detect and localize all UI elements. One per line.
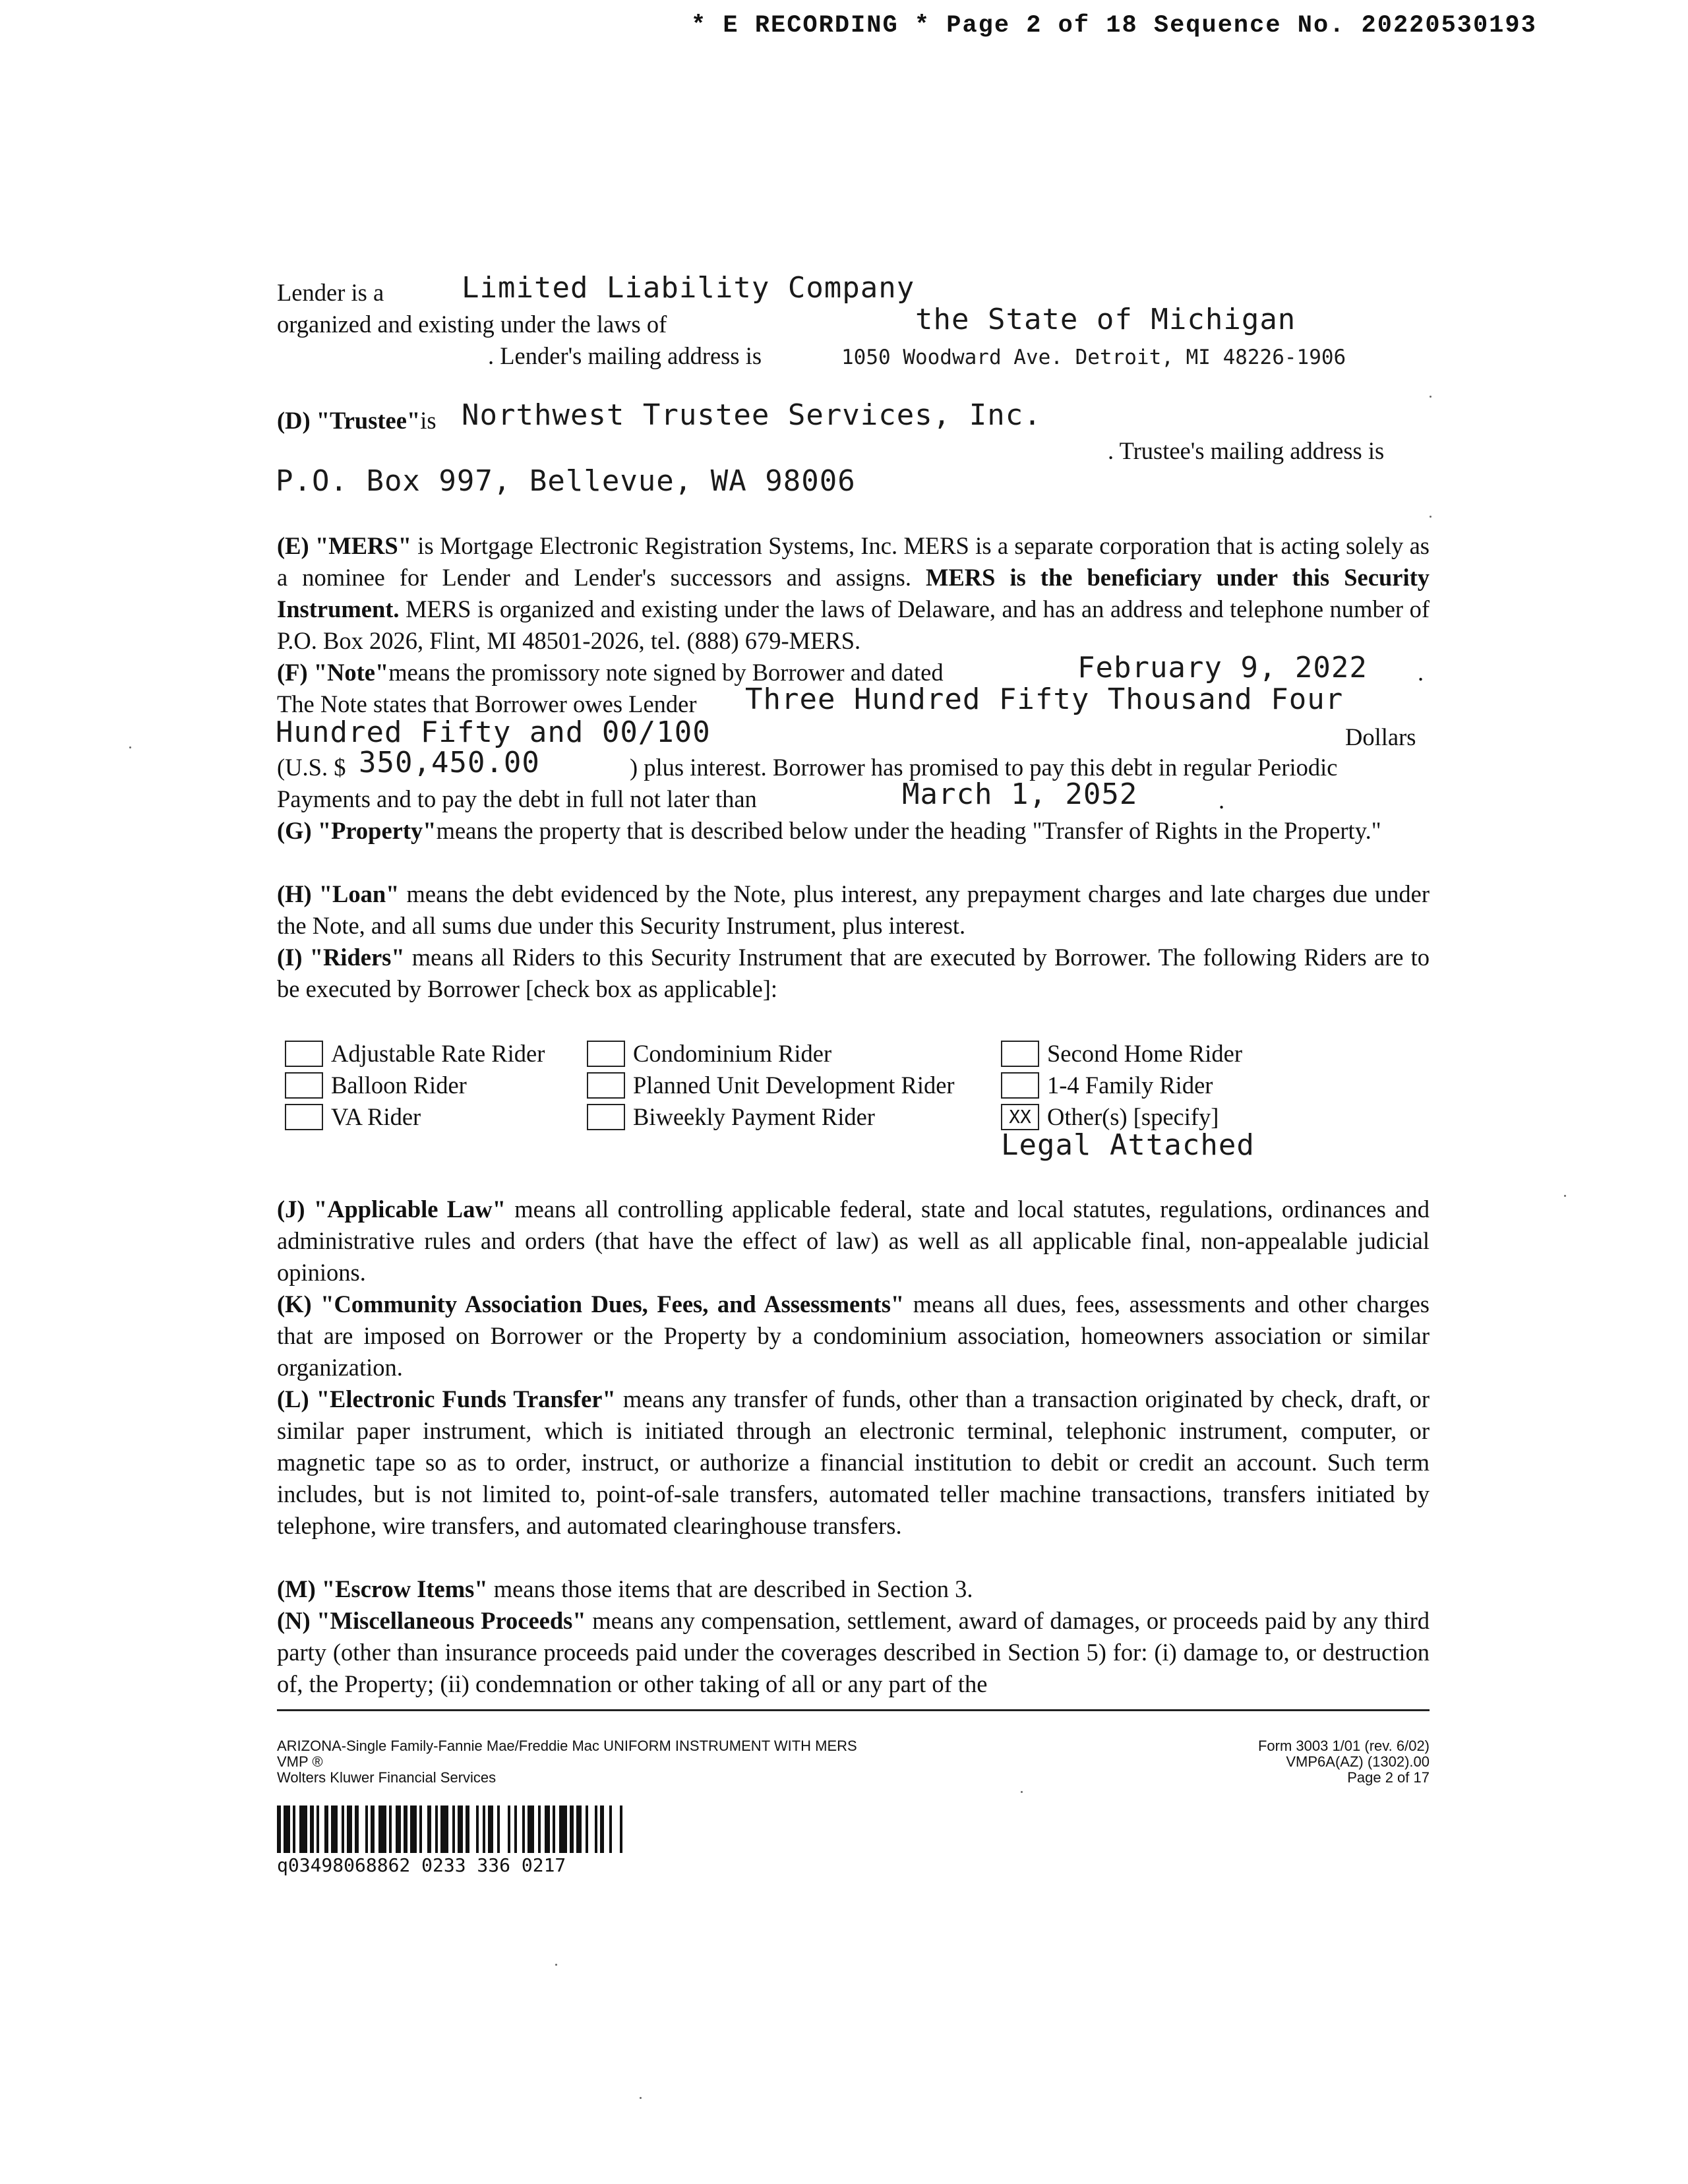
riders-text: means all Riders to this Security Instrument that are executed by Borrower. The following Riders are to be executed by Borrower [check box as applicable]: (277, 944, 1430, 1002)
checkbox[interactable] (587, 1041, 625, 1067)
applicable-law-prefix: (J) (277, 1196, 314, 1223)
scan-speck (640, 2097, 642, 2099)
riders-paragraph (277, 942, 1430, 1005)
note-amount-words-2: Hundred Fifty and 00/100 (276, 715, 711, 749)
rider-label: Adjustable Rate Rider (331, 1040, 545, 1067)
footer-form-number: Form 3003 1/01 (rev. 6/02) (1257, 1738, 1430, 1754)
checkbox[interactable] (587, 1104, 625, 1130)
trustee-name: Northwest Trustee Services, Inc. (462, 398, 1042, 432)
barcode-bar (497, 1805, 500, 1853)
misc-text: means any compensation, settlement, award of damages, or proceeds paid by any third party (other than insurance proceeds paid under the coverages described in Section 5) for: (i) damage to, or destruction of, the Property; (ii) condemnation or other taking of all or any part of the (277, 1607, 1430, 1697)
barcode-bar (559, 1805, 567, 1853)
barcode-bar (435, 1805, 438, 1853)
community-paragraph (277, 1289, 1430, 1383)
barcode-bar (299, 1805, 307, 1853)
rider-label: VA Rider (331, 1103, 421, 1130)
lender-mailing-address: 1050 Woodward Ave. Detroit, MI 48226-1906 (841, 346, 1346, 369)
barcode-bar (396, 1805, 401, 1853)
rider-label: Other(s) [specify] (1047, 1103, 1219, 1130)
footer-left (277, 1738, 857, 1786)
rider-va (285, 1101, 545, 1133)
barcode (277, 1805, 725, 1853)
rider-1-4-family (1001, 1070, 1242, 1101)
mers-bold-text: MERS is the beneficiary under this Security Instrument. (277, 564, 1430, 622)
barcode-bar (365, 1805, 368, 1853)
barcode-bar (538, 1805, 541, 1853)
mers-paragraph (277, 530, 1430, 657)
barcode-bar (355, 1805, 359, 1853)
note-payments-label: Payments and to pay the debt in full not later than (277, 785, 757, 812)
note-prefix: (F) (277, 659, 314, 686)
community-text: means all dues, fees, assessments and other charges that are imposed on Borrower or the Property by a condominium association, homeowners association or similar organization. (277, 1290, 1430, 1381)
barcode-bar (528, 1805, 534, 1853)
barcode-bar (277, 1805, 281, 1853)
trustee-line (277, 405, 437, 437)
trustee-prefix: (D) (277, 407, 316, 434)
barcode-bar (284, 1805, 290, 1853)
footer-page-number: Page 2 of 17 (1347, 1769, 1430, 1786)
eft-paragraph (277, 1383, 1430, 1542)
rider-condominium (587, 1038, 955, 1070)
note-amount-words-1: Three Hundred Fifty Thousand Four (745, 682, 1344, 716)
barcode-bar (371, 1805, 375, 1853)
property-text: means the property that is described below under the heading "Transfer of Rights in the Property." (436, 817, 1381, 844)
misc-paragraph (277, 1605, 1430, 1700)
barcode-bar (600, 1805, 604, 1853)
escrow-term: "Escrow Items" (321, 1575, 488, 1602)
note-interest-label: ) plus interest. Borrower has promised to pay this debt in regular Periodic (630, 754, 1338, 781)
applicable-law-term: "Applicable Law" (313, 1196, 506, 1223)
barcode-bar (620, 1805, 622, 1853)
barcode-bar (310, 1805, 314, 1853)
rider-adjustable-rate (285, 1038, 545, 1070)
footer-rule (277, 1709, 1430, 1711)
barcode-bar (466, 1805, 469, 1853)
checkbox[interactable] (285, 1072, 323, 1099)
barcode-bar (347, 1805, 352, 1853)
riders-col-2 (587, 1038, 955, 1133)
checkbox[interactable] (587, 1072, 625, 1099)
barcode-text: q03498068862 0233 336 0217 (277, 1854, 566, 1876)
rider-pud (587, 1070, 955, 1101)
applicable-law-text: means all controlling applicable federal, state and local statutes, regulations, ordinances and administrative rules and orders (that have the effect of law) as well as all applicable final, non-appealable judicial opinions. (277, 1196, 1430, 1286)
property-paragraph (277, 815, 1430, 847)
barcode-bar (458, 1805, 463, 1853)
lender-state: the State of Michigan (915, 303, 1296, 336)
note-date-period: . (1418, 659, 1424, 686)
recording-header: * E RECORDING * Page 2 of 18 Sequence No. 20220530193 (691, 12, 1537, 40)
barcode-bar (410, 1805, 417, 1853)
escrow-prefix: (M) (277, 1575, 322, 1602)
footer-form-title: ARIZONA-Single Family-Fannie Mae/Freddie Mac UNIFORM INSTRUMENT WITH MERS (277, 1738, 857, 1754)
barcode-bar (483, 1805, 485, 1853)
rider-label: Second Home Rider (1047, 1040, 1242, 1067)
loan-paragraph (277, 878, 1430, 942)
barcode-bar (316, 1805, 319, 1853)
scan-speck (129, 746, 131, 748)
mers-text-2: MERS is organized and existing under the laws of Delaware, and has an address and telephone number of P.O. Box 2026, Flint, MI 48501-2026, tel. (888) 679-MERS. (277, 595, 1430, 654)
barcode-bar (419, 1805, 422, 1853)
barcode-bar (440, 1805, 448, 1853)
loan-text: means the debt evidenced by the Note, plus interest, any prepayment charges and late charges due under the Note, and all sums due under this Security Instrument, plus interest. (277, 880, 1430, 939)
note-us-label: (U.S. $ (277, 754, 346, 781)
barcode-bar (378, 1805, 386, 1853)
checkbox[interactable] (285, 1041, 323, 1067)
rider-label: 1-4 Family Rider (1047, 1072, 1213, 1099)
loan-prefix: (H) (277, 880, 319, 907)
riders-col-1 (285, 1038, 545, 1133)
property-term: "Property" (317, 817, 437, 844)
footer-vmp-code: VMP6A(AZ) (1302).00 (1286, 1753, 1430, 1770)
note-signed-label: means the promissory note signed by Borrower and dated (388, 659, 944, 686)
lender-is-a-label: Lender is a (277, 279, 384, 306)
mers-term: "MERS" (315, 532, 411, 559)
escrow-paragraph (277, 1573, 1430, 1605)
footer-right (1258, 1738, 1430, 1786)
escrow-text: means those items that are described in Section 3. (487, 1575, 973, 1602)
barcode-bar (508, 1805, 510, 1853)
scan-speck (555, 1964, 557, 1966)
rider-other-specify: Legal Attached (1001, 1128, 1255, 1162)
loan-term: "Loan" (318, 880, 400, 907)
checkbox[interactable] (1001, 1041, 1039, 1067)
barcode-bar (427, 1805, 431, 1853)
barcode-bar (331, 1805, 338, 1853)
applicable-law-paragraph (277, 1194, 1430, 1289)
note-maturity-period: . (1219, 787, 1225, 814)
rider-label: Balloon Rider (331, 1072, 467, 1099)
barcode-bar (488, 1805, 493, 1853)
rider-balloon (285, 1070, 545, 1101)
riders-prefix: (I) (277, 944, 310, 971)
rider-label: Biweekly Payment Rider (633, 1103, 875, 1130)
community-prefix: (K) (277, 1290, 321, 1318)
scan-speck (1430, 516, 1432, 518)
trustee-is-label: is (420, 407, 437, 434)
trustee-address: P.O. Box 997, Bellevue, WA 98006 (276, 464, 856, 498)
lender-mailing-label: . Lender's mailing address is (488, 342, 762, 369)
footer-publisher: Wolters Kluwer Financial Services (277, 1769, 497, 1786)
riders-term: "Riders" (309, 944, 405, 971)
barcode-bar (545, 1805, 550, 1853)
scan-speck (1430, 396, 1432, 398)
trustee-mailing-label: . Trustee's mailing address is (1108, 437, 1385, 464)
misc-term: "Miscellaneous Proceeds" (316, 1607, 586, 1634)
note-dollars-label: Dollars (1345, 723, 1416, 750)
barcode-bar (609, 1805, 612, 1853)
checkbox[interactable] (1001, 1072, 1039, 1099)
barcode-bar (342, 1805, 344, 1853)
scan-speck (1564, 1195, 1566, 1197)
mers-prefix: (E) (277, 532, 315, 559)
barcode-bar (452, 1805, 455, 1853)
eft-text: means any transfer of funds, other than a transaction originated by check, draft, or similar paper instrument, which is initiated through an electronic terminal, telephonic instrument, computer, or magnetic tape so as to order, instruct, or authorize a financial institution to debit or credit an account. Such term includes, but is not limited to, point-of-sale transfers, automated teller machine transactions, transfers initiated by telephone, wire transfers, and automated clearinghouse transfers. (277, 1385, 1430, 1539)
barcode-bar (293, 1805, 295, 1853)
barcode-bar (570, 1805, 574, 1853)
barcode-bar (595, 1805, 597, 1853)
rider-biweekly (587, 1101, 955, 1133)
barcode-bar (404, 1805, 407, 1853)
eft-prefix: (L) (277, 1385, 316, 1412)
rider-second-home (1001, 1038, 1242, 1070)
note-amount: 350,450.00 (359, 746, 540, 779)
barcode-bar (389, 1805, 392, 1853)
lender-organized-label: organized and existing under the laws of (277, 311, 667, 338)
barcode-bar (586, 1805, 588, 1853)
eft-term: "Electronic Funds Transfer" (316, 1385, 616, 1412)
trustee-term: "Trustee" (316, 407, 421, 434)
community-term: "Community Association Dues, Fees, and Assessments" (320, 1290, 905, 1318)
property-prefix: (G) (277, 817, 318, 844)
barcode-bar (576, 1805, 582, 1853)
barcode-bar (324, 1805, 328, 1853)
rider-label: Planned Unit Development Rider (633, 1072, 955, 1099)
note-term: "Note" (313, 659, 389, 686)
note-date: February 9, 2022 (1077, 651, 1368, 684)
footer-vmp: VMP ® (277, 1753, 323, 1770)
lender-entity-type: Limited Liability Company (462, 271, 915, 305)
mers-text-1: is Mortgage Electronic Registration Systems, Inc. MERS is a separate corporation that is acting solely as a nominee for Lender and Lender's successors and assigns. (277, 532, 1430, 591)
barcode-bar (476, 1805, 479, 1853)
note-owes-label: The Note states that Borrower owes Lender (277, 690, 697, 717)
barcode-bar (522, 1805, 525, 1853)
note-maturity: March 1, 2052 (902, 777, 1138, 811)
checkbox-checked[interactable]: XX (1001, 1104, 1039, 1130)
rider-label: Condominium Rider (633, 1040, 832, 1067)
misc-prefix: (N) (277, 1607, 317, 1634)
riders-col-3 (1001, 1038, 1242, 1133)
barcode-bar (514, 1805, 517, 1853)
scan-speck (1021, 1791, 1023, 1793)
barcode-bar (553, 1805, 555, 1853)
checkbox[interactable] (285, 1104, 323, 1130)
